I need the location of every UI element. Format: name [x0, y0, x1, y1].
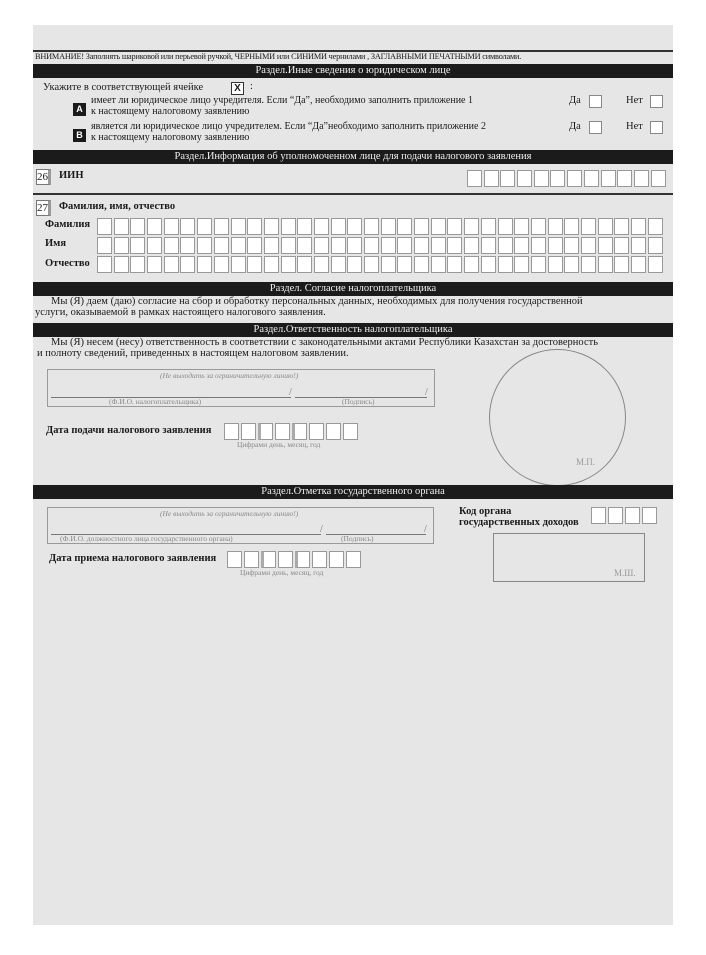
officer-sign-hint: (Не выходить за ограничительную линию!) [160, 509, 299, 518]
instruction-colon: : [250, 81, 253, 92]
char-cell[interactable] [581, 237, 596, 254]
question-b-yes-label: Да [569, 121, 581, 132]
responsibility-text-line2: и полноту сведений, приведенных в настоящем налоговом заявлении. [37, 348, 349, 359]
patronymic-label: Отчество [45, 258, 90, 269]
question-a-no-checkbox[interactable] [650, 95, 663, 108]
char-cell[interactable] [414, 218, 429, 235]
question-b-line1: является ли юридическое лицо учредителем. Если “Да”необходимо заполнить приложение 2 [91, 121, 486, 132]
char-cell[interactable] [447, 256, 462, 273]
char-cell[interactable] [214, 218, 229, 235]
char-cell[interactable] [331, 218, 346, 235]
char-cell[interactable] [498, 218, 513, 235]
char-cell[interactable] [498, 237, 513, 254]
char-cell[interactable] [97, 237, 112, 254]
char-cell[interactable] [381, 256, 396, 273]
patronymic-input[interactable] [97, 256, 664, 273]
char-cell[interactable] [397, 256, 412, 273]
char-cell[interactable] [598, 237, 613, 254]
char-cell[interactable] [648, 237, 663, 254]
char-cell[interactable] [309, 423, 324, 440]
section-header-other-info: Раздел.Иные сведения о юридическом лице [33, 64, 673, 78]
char-cell[interactable] [548, 218, 563, 235]
char-cell[interactable] [197, 218, 212, 235]
char-cell[interactable] [548, 237, 563, 254]
question-a-yes-checkbox[interactable] [589, 95, 602, 108]
char-cell[interactable] [180, 256, 195, 273]
char-cell[interactable] [227, 551, 242, 568]
char-cell[interactable] [514, 256, 529, 273]
char-cell[interactable] [247, 218, 262, 235]
consent-text-line2: услуги, оказываемой в рамках настоящего налогового заявления. [35, 307, 326, 318]
char-cell[interactable] [281, 237, 296, 254]
char-cell[interactable] [514, 237, 529, 254]
char-cell[interactable] [114, 218, 129, 235]
slash: / [424, 524, 427, 535]
char-cell[interactable] [164, 218, 179, 235]
char-cell[interactable] [297, 256, 312, 273]
char-cell[interactable] [314, 256, 329, 273]
badge-a: A [73, 103, 86, 116]
char-cell[interactable] [564, 237, 579, 254]
section-header-responsibility: Раздел.Ответственность налогоплательщика [33, 323, 673, 337]
char-cell[interactable] [381, 237, 396, 254]
char-cell[interactable] [281, 256, 296, 273]
char-cell[interactable] [214, 256, 229, 273]
char-cell[interactable] [397, 218, 412, 235]
iin-input[interactable] [467, 170, 667, 187]
name-label: Имя [45, 238, 66, 249]
badge-b: B [73, 129, 86, 142]
char-cell[interactable] [292, 423, 307, 440]
field-number-27: 27 [36, 200, 51, 216]
char-cell[interactable] [130, 218, 145, 235]
char-cell[interactable] [598, 218, 613, 235]
char-cell[interactable] [329, 551, 344, 568]
char-cell[interactable] [264, 256, 279, 273]
stamp-label-msh: М.Ш. [614, 568, 636, 578]
char-cell[interactable] [278, 551, 293, 568]
instruction-text: Укажите в соответствующей ячейке [43, 82, 204, 93]
slash: / [289, 387, 292, 398]
tax-form-page [33, 25, 673, 925]
char-cell[interactable] [642, 507, 657, 524]
char-cell[interactable] [481, 256, 496, 273]
slash: / [425, 387, 428, 398]
char-cell[interactable] [343, 423, 358, 440]
officer-sign-caption: (Подпись) [341, 534, 374, 543]
char-cell[interactable] [164, 237, 179, 254]
receive-date-input[interactable] [227, 551, 363, 568]
char-cell[interactable] [231, 237, 246, 254]
char-cell[interactable] [275, 423, 290, 440]
char-cell[interactable] [591, 507, 606, 524]
question-a-no-label: Нет [626, 95, 643, 106]
char-cell[interactable] [197, 256, 212, 273]
char-cell[interactable] [431, 256, 446, 273]
char-cell[interactable] [534, 170, 549, 187]
char-cell[interactable] [531, 237, 546, 254]
char-cell[interactable] [614, 237, 629, 254]
char-cell[interactable] [314, 218, 329, 235]
char-cell[interactable] [601, 170, 616, 187]
stamp-label-mp: М.П. [576, 457, 596, 467]
question-a-line2: к настоящему налоговому заявлению [91, 106, 250, 117]
char-cell[interactable] [648, 218, 663, 235]
char-cell[interactable] [651, 170, 666, 187]
char-cell[interactable] [312, 551, 327, 568]
question-a-line1: имеет ли юридическое лицо учредителя. Если “Да”, необходимо заполнить приложение 1 [91, 95, 473, 106]
char-cell[interactable] [464, 237, 479, 254]
char-cell[interactable] [614, 218, 629, 235]
consent-text-line1: Мы (Я) даем (даю) согласие на сбор и обработку персональных данных, необходимых для получения государственной [51, 296, 583, 307]
char-cell[interactable] [326, 423, 341, 440]
char-cell[interactable] [431, 218, 446, 235]
char-cell[interactable] [531, 218, 546, 235]
char-cell[interactable] [364, 218, 379, 235]
char-cell[interactable] [500, 170, 515, 187]
char-cell[interactable] [224, 423, 239, 440]
char-cell[interactable] [258, 423, 273, 440]
char-cell[interactable] [464, 218, 479, 235]
char-cell[interactable] [484, 170, 499, 187]
authority-code-input[interactable] [591, 507, 659, 524]
slash: / [320, 524, 323, 535]
char-cell[interactable] [608, 507, 623, 524]
char-cell[interactable] [631, 218, 646, 235]
question-b-yes-checkbox[interactable] [589, 121, 602, 134]
char-cell[interactable] [634, 170, 649, 187]
char-cell[interactable] [464, 256, 479, 273]
char-cell[interactable] [617, 170, 632, 187]
char-cell[interactable] [197, 237, 212, 254]
char-cell[interactable] [550, 170, 565, 187]
char-cell[interactable] [414, 237, 429, 254]
char-cell[interactable] [548, 256, 563, 273]
authority-code-label-2: государственных доходов [459, 517, 579, 528]
char-cell[interactable] [97, 218, 112, 235]
char-cell[interactable] [331, 237, 346, 254]
char-cell[interactable] [241, 423, 256, 440]
char-cell[interactable] [347, 218, 362, 235]
char-cell[interactable] [514, 218, 529, 235]
stamp-circle [489, 349, 626, 486]
submit-date-caption: Цифрами день, месяц, год [237, 440, 321, 449]
char-cell[interactable] [314, 237, 329, 254]
char-cell[interactable] [247, 256, 262, 273]
char-cell[interactable] [614, 256, 629, 273]
char-cell[interactable] [180, 237, 195, 254]
fio-label: Фамилия, имя, отчество [59, 201, 176, 212]
fill-warning: ВНИМАНИЕ! Заполнять шариковой или перьевой ручкой, ЧЕРНЫМИ или СИНИМИ чернилами , ЗАГЛАВНЫМИ ПЕЧАТНЫМИ символами. [35, 52, 522, 61]
section-header-consent: Раздел. Согласие налогоплательщика [33, 282, 673, 296]
char-cell[interactable] [598, 256, 613, 273]
char-cell[interactable] [97, 256, 112, 273]
char-cell[interactable] [180, 218, 195, 235]
authority-code-label-1: Код органа [459, 506, 512, 517]
char-cell[interactable] [247, 237, 262, 254]
char-cell[interactable] [114, 256, 129, 273]
surname-input[interactable] [97, 218, 664, 235]
char-cell[interactable] [531, 256, 546, 273]
char-cell[interactable] [517, 170, 532, 187]
responsibility-text-line1: Мы (Я) несем (несу) ответственность в соответствии с законодательными актами Республики Казахстан за достоверность [51, 337, 598, 348]
char-cell[interactable] [347, 237, 362, 254]
char-cell[interactable] [414, 256, 429, 273]
instruction-x-sample: X [231, 82, 244, 95]
char-cell[interactable] [631, 237, 646, 254]
submit-date-label: Дата подачи налогового заявления [46, 425, 212, 436]
field-number-26: 26 [36, 169, 51, 185]
submit-date-input[interactable] [224, 423, 360, 440]
char-cell[interactable] [297, 218, 312, 235]
char-cell[interactable] [625, 507, 640, 524]
char-cell[interactable] [364, 237, 379, 254]
char-cell[interactable] [564, 256, 579, 273]
char-cell[interactable] [331, 256, 346, 273]
char-cell[interactable] [261, 551, 276, 568]
char-cell[interactable] [130, 256, 145, 273]
char-cell[interactable] [297, 237, 312, 254]
taxpayer-fio-caption: (Ф.И.О. налогоплательщика) [109, 397, 202, 406]
char-cell[interactable] [564, 218, 579, 235]
char-cell[interactable] [147, 218, 162, 235]
char-cell[interactable] [447, 218, 462, 235]
char-cell[interactable] [281, 218, 296, 235]
char-cell[interactable] [567, 170, 582, 187]
iin-label: ИИН [59, 170, 84, 181]
char-cell[interactable] [147, 256, 162, 273]
char-cell[interactable] [584, 170, 599, 187]
char-cell[interactable] [147, 237, 162, 254]
taxpayer-sign-hint: (Не выходить за ограничительную линию!) [160, 371, 299, 380]
char-cell[interactable] [114, 237, 129, 254]
char-cell[interactable] [214, 237, 229, 254]
char-cell[interactable] [347, 256, 362, 273]
question-b-line2: к настоящему налоговому заявлению [91, 132, 250, 143]
char-cell[interactable] [397, 237, 412, 254]
char-cell[interactable] [447, 237, 462, 254]
section-header-authority: Раздел.Отметка государственного органа [33, 485, 673, 499]
char-cell[interactable] [364, 256, 379, 273]
char-cell[interactable] [381, 218, 396, 235]
char-cell[interactable] [295, 551, 310, 568]
char-cell[interactable] [346, 551, 361, 568]
question-a-yes-label: Да [569, 95, 581, 106]
char-cell[interactable] [231, 256, 246, 273]
receive-date-caption: Цифрами день, месяц, год [240, 568, 324, 577]
taxpayer-sign-caption: (Подпись) [342, 397, 375, 406]
char-cell[interactable] [631, 256, 646, 273]
question-b-no-checkbox[interactable] [650, 121, 663, 134]
name-input[interactable] [97, 237, 664, 254]
officer-fio-caption: (Ф.И.О. должностного лица государственного органа) [60, 534, 233, 543]
char-cell[interactable] [481, 237, 496, 254]
char-cell[interactable] [264, 237, 279, 254]
char-cell[interactable] [130, 237, 145, 254]
char-cell[interactable] [264, 218, 279, 235]
char-cell[interactable] [581, 218, 596, 235]
surname-label: Фамилия [45, 219, 91, 230]
section-header-authorized-person: Раздел.Информация об уполномоченном лице для подачи налогового заявления [33, 150, 673, 164]
char-cell[interactable] [244, 551, 259, 568]
char-cell[interactable] [648, 256, 663, 273]
question-b-no-label: Нет [626, 121, 643, 132]
char-cell[interactable] [481, 218, 496, 235]
divider [33, 193, 673, 195]
char-cell[interactable] [431, 237, 446, 254]
char-cell[interactable] [231, 218, 246, 235]
char-cell[interactable] [498, 256, 513, 273]
receive-date-label: Дата приема налогового заявления [49, 553, 217, 564]
char-cell[interactable] [581, 256, 596, 273]
char-cell[interactable] [467, 170, 482, 187]
char-cell[interactable] [164, 256, 179, 273]
